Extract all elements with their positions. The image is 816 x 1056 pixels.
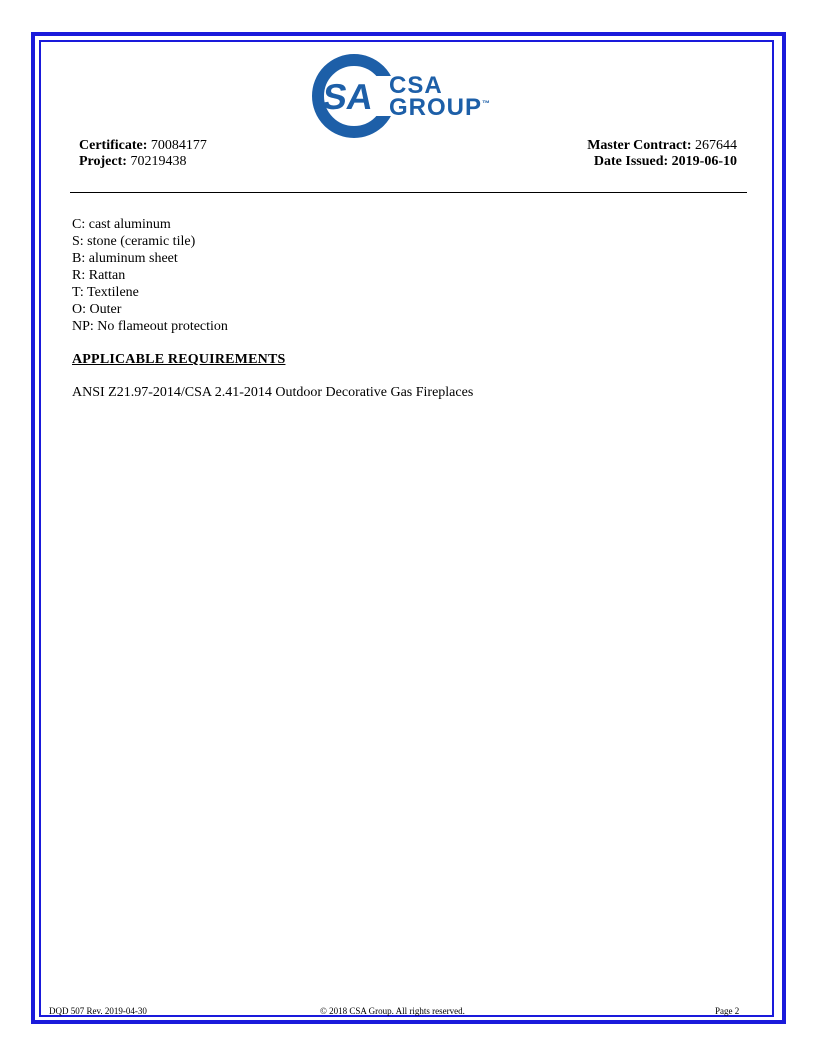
logo-line-1: CSA	[389, 72, 443, 99]
requirements-heading: APPLICABLE REQUIREMENTS	[72, 352, 286, 367]
logo-mark: SA	[320, 76, 376, 117]
legend-item: C: cast aluminum	[72, 217, 171, 232]
legend-item: O: Outer	[72, 302, 122, 317]
header-left	[79, 138, 207, 170]
project-line	[79, 154, 207, 170]
certificate-value: 70084177	[150, 138, 207, 153]
legend-item: B: aluminum sheet	[72, 251, 178, 266]
project-value: 70219438	[130, 154, 187, 169]
trademark-symbol: ™	[482, 99, 491, 108]
date-issued-line	[587, 154, 737, 170]
certificate-line	[79, 138, 207, 154]
logo-line-2: GROUP™	[389, 94, 491, 121]
master-contract-label: Master Contract:	[587, 138, 692, 153]
legend-item: NP: No flameout protection	[72, 319, 228, 334]
requirements-text: ANSI Z21.97-2014/CSA 2.41-2014 Outdoor Decorative Gas Fireplaces	[72, 385, 474, 400]
project-label: Project:	[79, 154, 127, 169]
master-contract-value: 267644	[695, 138, 737, 153]
master-contract-line	[587, 138, 737, 154]
header-right	[587, 138, 737, 170]
date-issued-value: 2019-06-10	[671, 154, 737, 169]
footer-page-number: Page 2	[715, 1006, 740, 1016]
material-legend	[72, 216, 228, 335]
legend-item: T: Textilene	[72, 285, 139, 300]
legend-item: R: Rattan	[72, 268, 126, 283]
legend-item: S: stone (ceramic tile)	[72, 234, 196, 249]
page-border-inner	[39, 40, 774, 1017]
date-issued-label: Date Issued:	[593, 154, 669, 169]
footer-copyright: © 2018 CSA Group. All rights reserved.	[320, 1006, 465, 1016]
footer-doc-ref: DQD 507 Rev. 2019-04-30	[49, 1006, 147, 1016]
certificate-label: Certificate:	[79, 138, 148, 153]
header-divider	[70, 192, 747, 193]
